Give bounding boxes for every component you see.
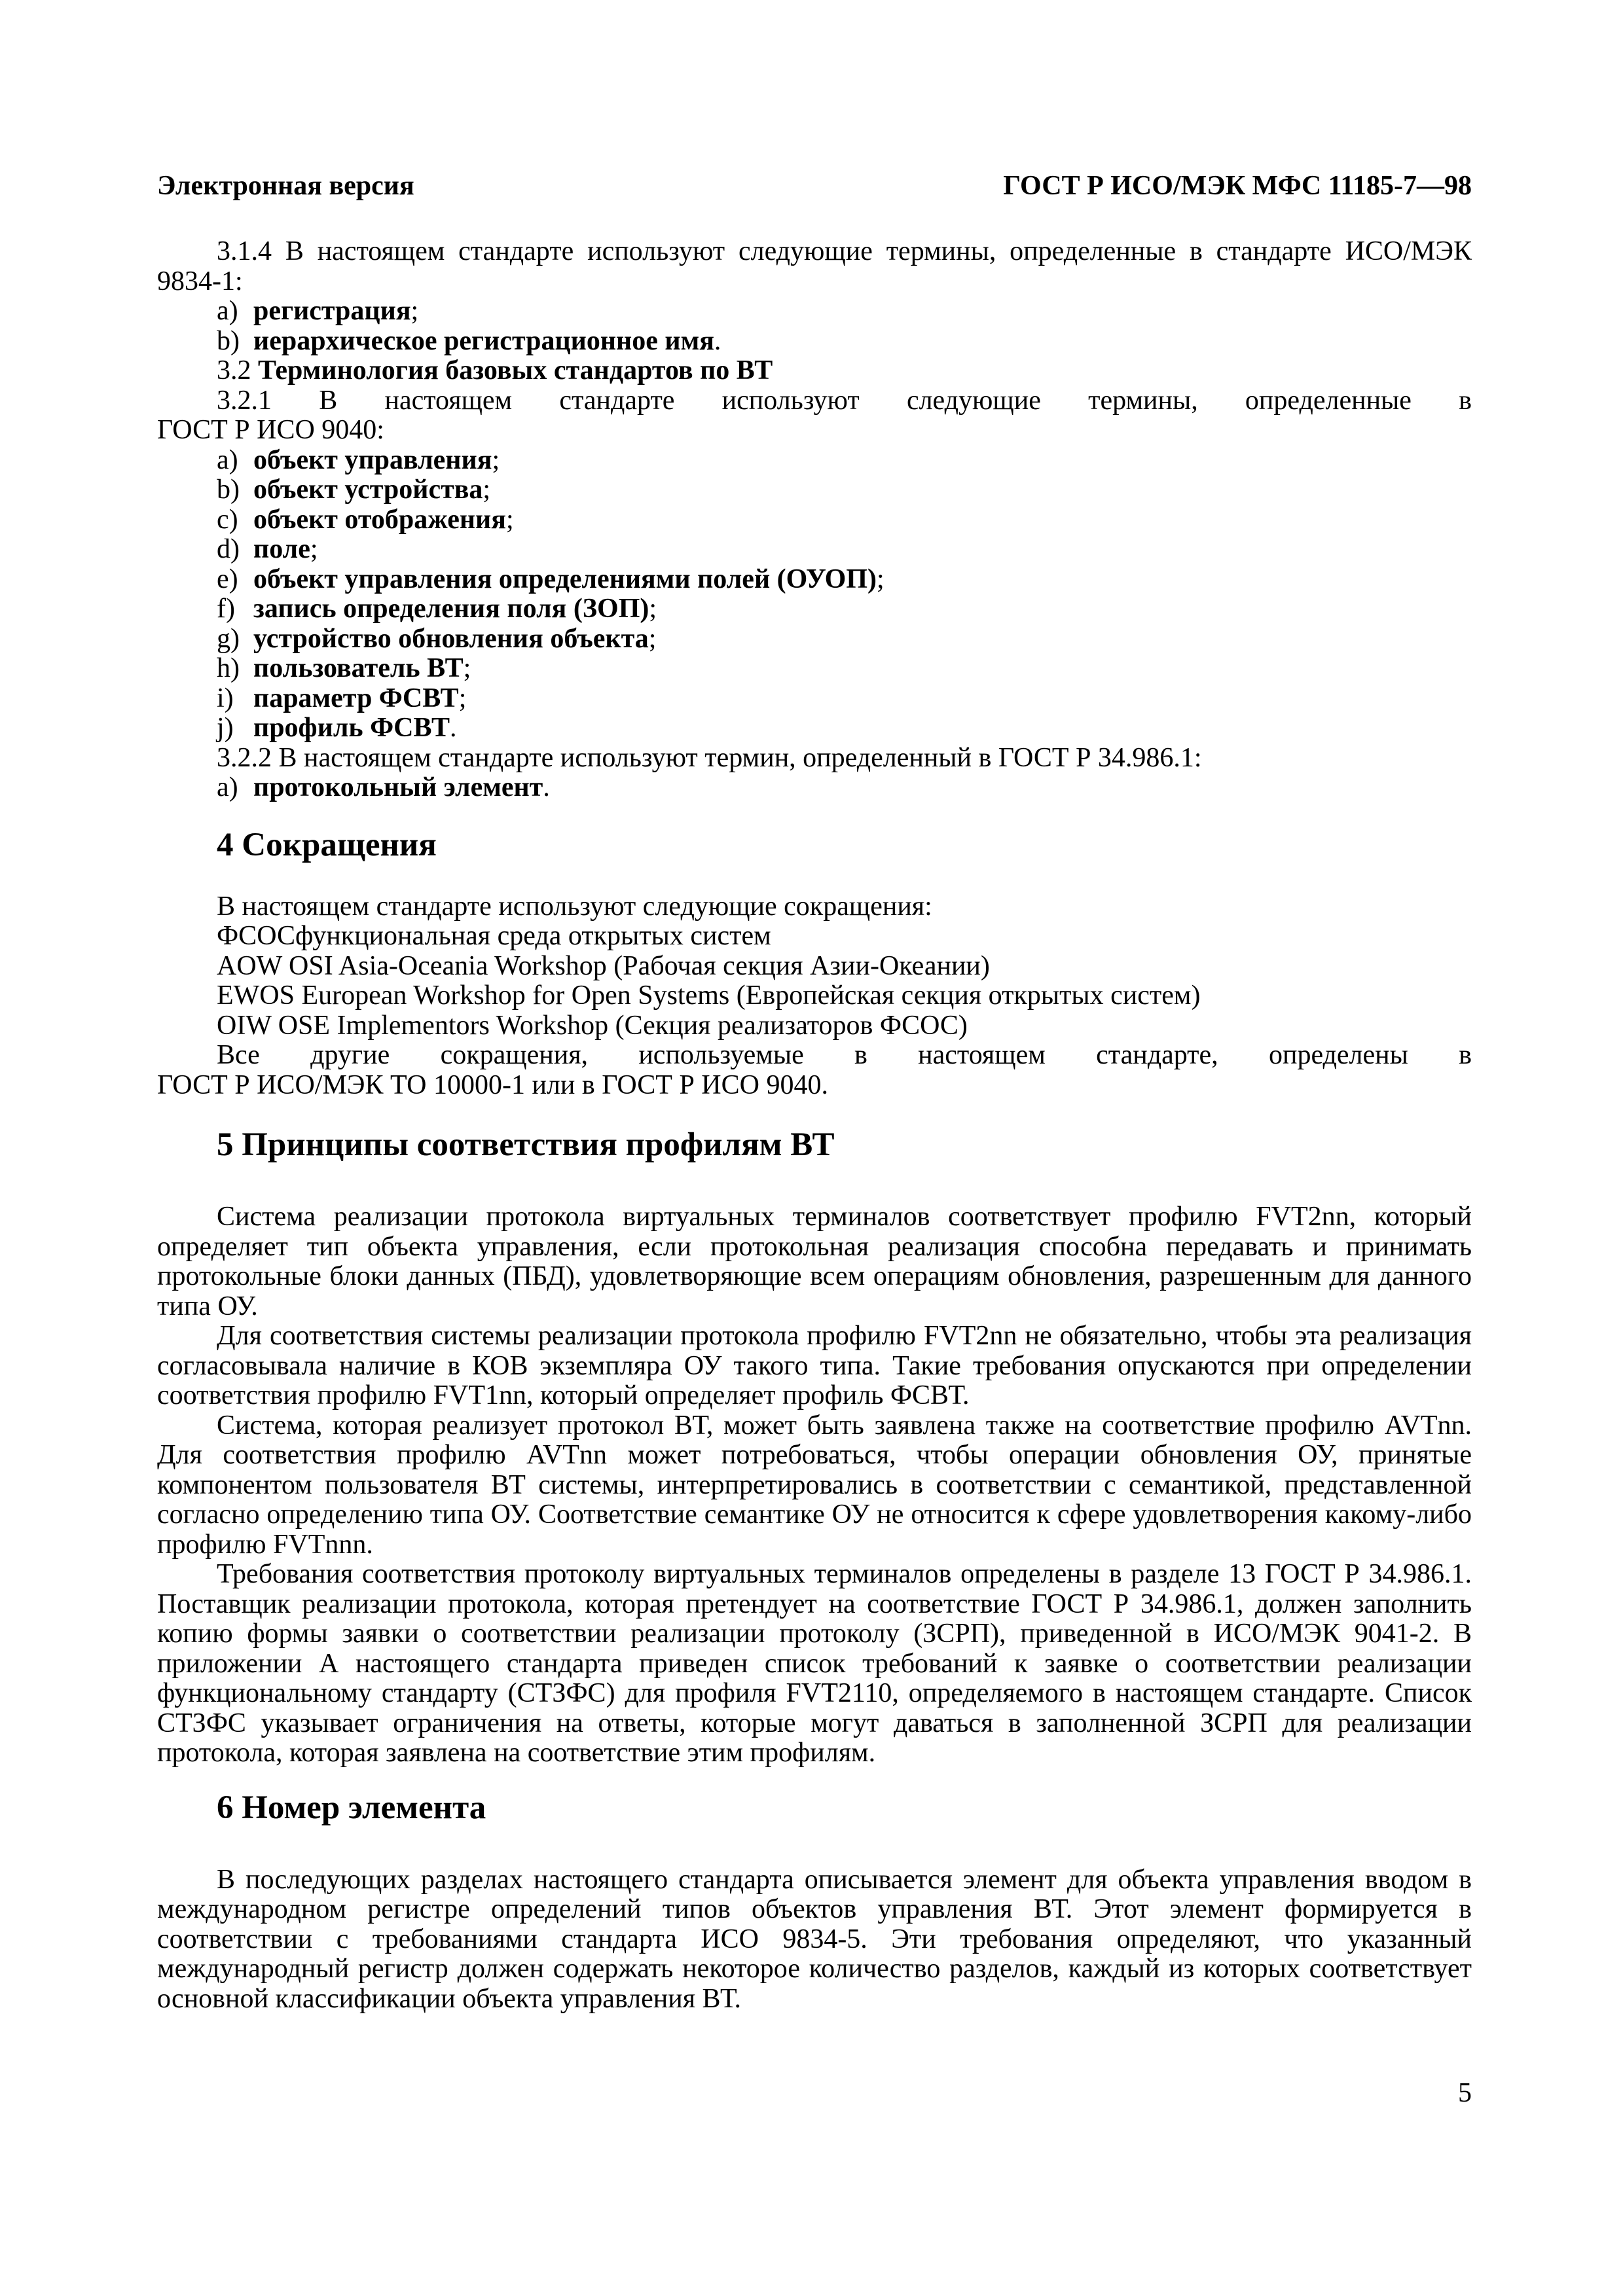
term-item: f) запись определения поля (ЗОП); xyxy=(217,594,657,624)
clause-3-2-2-intro: 3.2.2 В настоящем стандарте используют термин, определенный в ГОСТ Р 34.986.1: xyxy=(217,742,1202,773)
clause-3-1-4-intro: 3.1.4 В настоящем стандарте используют следующие термины, определенные в стандарте ИСО/МЭК 9834-1: xyxy=(157,236,1472,296)
term-item: i) параметр ФСВТ; xyxy=(217,683,467,713)
term-item: e) объект управления определениями полей (ОУОП); xyxy=(217,564,884,594)
section-5-paragraph: Система реализации протокола виртуальных терминалов соответствует профилю FVT2nn, который определяет тип объекта управления, если протокольная реализация способна передавать и принимать протокольные блоки данных (ПБД), удовлетворяющие всем операциям обновления, разрешенным для данного типа ОУ. xyxy=(157,1202,1472,1321)
abbreviation-list xyxy=(157,922,1472,1041)
term-item: b) иерархическое регистрационное имя. xyxy=(217,325,721,356)
section-5-paragraph: Требования соответствия протоколу виртуальных терминалов определены в разделе 13 ГОСТ Р 34.986.1. Поставщик реализации протокола, которая претендует на соответствие ГОСТ Р 34.986.1, должен заполнить копию формы заявки о соответствии реализации протоколу (ЗСРП), приведенной в ИСО/МЭК 9041-2. В приложении А настоящего стандарта приведен список требований к заявке о соответствии реализации функциональному стандарту (СТЗФС) для профиля FVT2110, определяемого в настоящем стандарте. Список СТЗФС указывает ограничения на ответы, которые могут даваться в заполненной ЗСРП для реализации протокола, которая заявлена на соответствие этим профилям. xyxy=(157,1559,1472,1768)
abbreviation-item: OIW OSE Implementors Workshop (Секция реализаторов ФСОС) xyxy=(217,1010,968,1041)
term-item: a) объект управления; xyxy=(217,444,500,475)
section-4-intro: В настоящем стандарте используют следующие сокращения: xyxy=(217,891,932,922)
term-item: a) регистрация; xyxy=(217,296,419,326)
abbreviation-item: AOW OSI Asia-Oceania Workshop (Рабочая секция Азии-Океании) xyxy=(217,950,990,981)
clause-3-2-1-terms xyxy=(157,446,1472,744)
header-standard-number: ГОСТ Р ИСО/МЭК МФС 11185-7—98 xyxy=(1003,171,1472,201)
abbreviation-item: EWOS European Workshop for Open Systems (Европейская секция открытых систем) xyxy=(217,980,1201,1011)
page-content xyxy=(157,237,1472,2014)
term-item: h) пользователь ВТ; xyxy=(217,653,471,683)
section-5-paragraph: Для соответствия системы реализации протокола профилю FVT2nn не обязательно, чтобы эта реализация согласовывала наличие в КОВ экземпляра ОУ такого типа. Такие требования опускаются при определении соответствия профилю FVT1nn, который определяет профиль ФСВТ. xyxy=(157,1321,1472,1410)
clause-3-2-1-intro-line2: ГОСТ Р ИСО 9040: xyxy=(157,415,384,445)
page-number: 5 xyxy=(1458,2078,1472,2108)
running-header xyxy=(157,168,1472,204)
section-6-paragraph: В последующих разделах настоящего стандарта описывается элемент для объекта управления вводом в международном регистре определений типов объектов управления ВТ. Этот элемент формируется в соответствии с требованиями стандарта ИСО 9834-5. Эти требования определяют, что указанный международный регистр должен содержать некоторое количество разделов, каждый из которых соответствует основной классификации объекта управления ВТ. xyxy=(157,1864,1472,2014)
section-4-heading: 4 Сокращения xyxy=(217,826,437,863)
section-6-heading: 6 Номер элемента xyxy=(217,1789,486,1826)
header-edition-label: Электронная версия xyxy=(157,171,414,201)
term-item: g) устройство обновления объекта; xyxy=(217,623,657,654)
term-item: d) поле; xyxy=(217,534,318,564)
section-5-paragraph: Система, которая реализует протокол ВТ, может быть заявлена также на соответствие профилю AVTnn. Для соответствия профилю AVTnn может потребоваться, чтобы операции обновления ОУ, принятые компонентом пользователя ВТ системы, интерпретировались в соответствии с семантикой, представленной согласно определению типа ОУ. Соответствие семантике ОУ не относится к сфере удовлетворения какому-либо профилю FVTnnn. xyxy=(157,1410,1472,1560)
term-item: j) профиль ФСВТ. xyxy=(217,713,457,743)
clause-3-2-1-intro-line1: 3.2.1 В настоящем стандарте используют следующие термины, определенные в xyxy=(217,385,1472,416)
term-item: a) протокольный элемент. xyxy=(217,772,550,802)
clause-3-2-heading: 3.2 Терминология базовых стандартов по ВТ xyxy=(217,355,773,386)
section-5-heading: 5 Принципы соответствия профилям ВТ xyxy=(217,1126,835,1163)
clause-3-1-4-terms xyxy=(157,296,1472,356)
term-item: b) объект устройства; xyxy=(217,475,491,505)
section-4-closing-line1: Все другие сокращения, используемые в настоящем стандарте, определены в xyxy=(217,1040,1472,1070)
section-4-closing-line2: ГОСТ Р ИСО/МЭК ТО 10000-1 или в ГОСТ Р ИСО 9040. xyxy=(157,1069,828,1100)
term-item: c) объект отображения; xyxy=(217,504,514,535)
abbreviation-item: ФСОСфункциональная среда открытых систем xyxy=(217,921,771,951)
